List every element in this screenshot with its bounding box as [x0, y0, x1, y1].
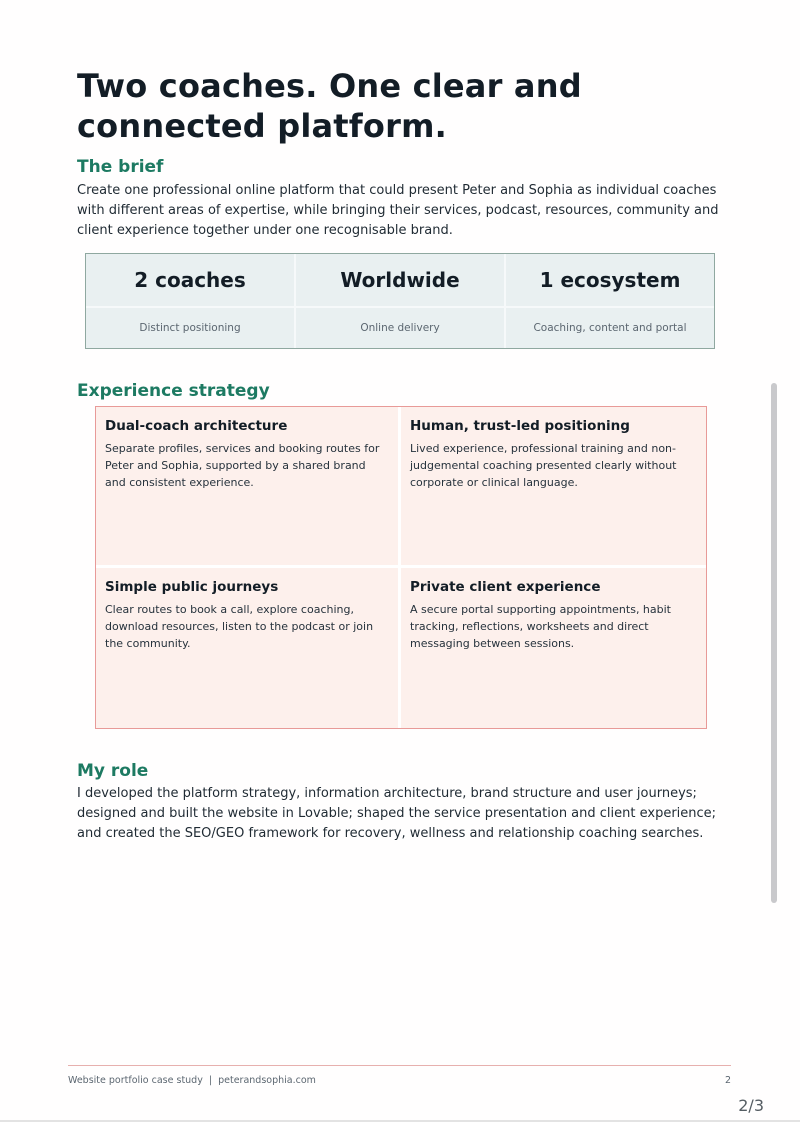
footer-page-number: 2 [724, 1075, 731, 1086]
card-body: Clear routes to book a call, explore coaching, download resources, listen to the podcast or join the community. [105, 602, 374, 650]
brief-text: Create one professional online platform that could present Peter and Sophia as individual coaches with different areas of expertise, while bringing their services, podcast, resources, community and client experience together under one recognisable brand. [77, 183, 719, 238]
stat-value: Worldwide [296, 254, 504, 308]
page-title: Two coaches. One clear and connected platform. [77, 67, 582, 145]
role-text: I developed the platform strategy, information architecture, brand structure and user journeys; designed and built the website in Lovable; shaped the service presentation and client experience; and created the SEO/GEO framework for recovery, wellness and relationship coaching searches. [77, 786, 717, 841]
stat-label: Distinct positioning [139, 322, 241, 334]
strategy-heading: Experience strategy [77, 381, 270, 401]
stat-ecosystem [506, 254, 714, 348]
role-heading: My role [77, 761, 149, 781]
card-body: Separate profiles, services and booking routes for Peter and Sophia, supported by a shared brand and consistent experience. [105, 442, 380, 489]
page-counter: 2/3 [738, 1096, 764, 1115]
footer-divider [68, 1065, 731, 1066]
card-title: Private client experience [410, 578, 601, 595]
card-title: Simple public journeys [105, 578, 279, 595]
stat-label: Coaching, content and portal [533, 322, 687, 334]
stat-value: 2 coaches [86, 254, 294, 308]
card-title: Dual-coach architecture [105, 418, 288, 434]
card-body: Lived experience, professional training and non-judgemental coaching presented clearly without corporate or clinical language. [410, 442, 677, 489]
strategy-card [96, 407, 401, 568]
card-body: A secure portal supporting appointments, habit tracking, reflections, worksheets and direct messaging between sessions. [410, 602, 671, 650]
card-title: Human, trust-led positioning [410, 418, 630, 434]
stat-label: Online delivery [360, 322, 440, 334]
vertical-scrollbar[interactable] [771, 383, 777, 903]
stats-panel [85, 253, 715, 349]
stat-worldwide [296, 254, 506, 348]
brief-heading: The brief [77, 157, 164, 177]
stat-coaches [86, 254, 296, 348]
stat-value: 1 ecosystem [506, 254, 714, 308]
strategy-card [96, 568, 401, 729]
strategy-card [401, 407, 706, 568]
footer-text: Website portfolio case study | peterandsophia.com [68, 1075, 316, 1086]
strategy-card [401, 568, 706, 729]
strategy-grid [95, 406, 707, 729]
